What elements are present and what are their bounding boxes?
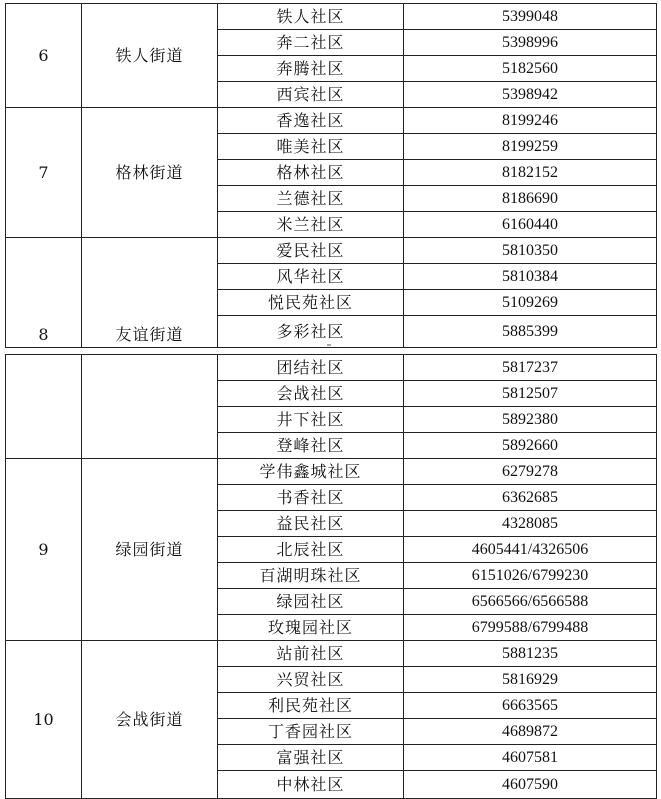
- community-name-cell: 会战社区: [218, 381, 404, 407]
- phone-number-cell: 6663565: [404, 693, 657, 719]
- table-row: [6, 4, 657, 30]
- community-name-cell: 富强社区: [218, 745, 404, 771]
- community-name-cell: 爱民社区: [218, 238, 404, 264]
- community-name-cell: 米兰社区: [218, 212, 404, 238]
- community-name-cell: 利民苑社区: [218, 693, 404, 719]
- community-name-cell: 香逸社区: [218, 108, 404, 134]
- phone-number-cell: 8182152: [404, 160, 657, 186]
- phone-number-cell: 4689872: [404, 719, 657, 745]
- street-name-cell: 友谊街道: [82, 238, 218, 348]
- phone-number-cell: 4328085: [404, 511, 657, 537]
- street-name-cell: 格林街道: [82, 108, 218, 238]
- phone-number-cell: 6151026/6799230: [404, 563, 657, 589]
- community-name-cell: 奔腾社区: [218, 56, 404, 82]
- street-name-cell: 绿园街道: [82, 459, 218, 641]
- row-number-cell: 7: [6, 108, 82, 238]
- phone-number-cell: 4607581: [404, 745, 657, 771]
- community-phone-table-part-1: [5, 3, 657, 348]
- community-name-cell: 绿园社区: [218, 589, 404, 615]
- phone-number-cell: 6799588/6799488: [404, 615, 657, 641]
- community-name-cell: 铁人社区: [218, 4, 404, 30]
- community-phone-table-part-2: [5, 354, 657, 799]
- phone-number-cell: 8199259: [404, 134, 657, 160]
- street-name-cell: 会战街道: [82, 641, 218, 799]
- phone-number-cell: 5881235: [404, 641, 657, 667]
- community-name-cell: 兰德社区: [218, 186, 404, 212]
- community-name-cell: 中林社区: [218, 771, 404, 799]
- row-number-cell: 6: [6, 4, 82, 108]
- community-name-cell: 西宾社区: [218, 82, 404, 108]
- row-number-cell: [6, 355, 82, 459]
- community-name-cell: 书香社区: [218, 485, 404, 511]
- phone-number-cell: 6566566/6566588: [404, 589, 657, 615]
- row-number-cell: 9: [6, 459, 82, 641]
- community-name-cell: 学伟鑫城社区: [218, 459, 404, 485]
- phone-number-cell: 5885399: [404, 316, 657, 348]
- table-row: [6, 238, 657, 264]
- page-break-mark: [327, 344, 331, 346]
- phone-number-cell: 6279278: [404, 459, 657, 485]
- community-name-cell: 团结社区: [218, 355, 404, 381]
- phone-number-cell: 6362685: [404, 485, 657, 511]
- table-row: [6, 355, 657, 381]
- phone-number-cell: 4607590: [404, 771, 657, 799]
- community-name-cell: 风华社区: [218, 264, 404, 290]
- phone-number-cell: 5892660: [404, 433, 657, 459]
- row-number-cell: 10: [6, 641, 82, 799]
- community-name-cell: 北辰社区: [218, 537, 404, 563]
- table-body: [6, 355, 657, 799]
- phone-number-cell: 5398996: [404, 30, 657, 56]
- community-name-cell: 益民社区: [218, 511, 404, 537]
- community-name-cell: 兴贸社区: [218, 667, 404, 693]
- community-name-cell: 登峰社区: [218, 433, 404, 459]
- phone-number-cell: 5399048: [404, 4, 657, 30]
- phone-number-cell: 8186690: [404, 186, 657, 212]
- phone-number-cell: 8199246: [404, 108, 657, 134]
- phone-number-cell: 5816929: [404, 667, 657, 693]
- phone-number-cell: 5810350: [404, 238, 657, 264]
- row-number-cell: 8: [6, 238, 82, 348]
- phone-number-cell: 5398942: [404, 82, 657, 108]
- table-row: [6, 641, 657, 667]
- phone-number-cell: 5817237: [404, 355, 657, 381]
- community-name-cell: 玫瑰园社区: [218, 615, 404, 641]
- street-name-cell: 铁人街道: [82, 4, 218, 108]
- phone-number-cell: 5812507: [404, 381, 657, 407]
- table-row: [6, 459, 657, 485]
- phone-number-cell: 5109269: [404, 290, 657, 316]
- community-name-cell: 唯美社区: [218, 134, 404, 160]
- phone-number-cell: 4605441/4326506: [404, 537, 657, 563]
- street-name-cell: [82, 355, 218, 459]
- community-name-cell: 丁香园社区: [218, 719, 404, 745]
- table-body: [6, 4, 657, 348]
- community-name-cell: 井下社区: [218, 407, 404, 433]
- community-name-cell: 悦民苑社区: [218, 290, 404, 316]
- community-name-cell: 百湖明珠社区: [218, 563, 404, 589]
- community-name-cell: 格林社区: [218, 160, 404, 186]
- table-row: [6, 108, 657, 134]
- page-break: [0, 340, 661, 354]
- phone-number-cell: 5810384: [404, 264, 657, 290]
- community-name-cell: 奔二社区: [218, 30, 404, 56]
- phone-number-cell: 5892380: [404, 407, 657, 433]
- phone-number-cell: 5182560: [404, 56, 657, 82]
- phone-number-cell: 6160440: [404, 212, 657, 238]
- community-name-cell: 站前社区: [218, 641, 404, 667]
- community-name-cell: 多彩社区: [218, 316, 404, 348]
